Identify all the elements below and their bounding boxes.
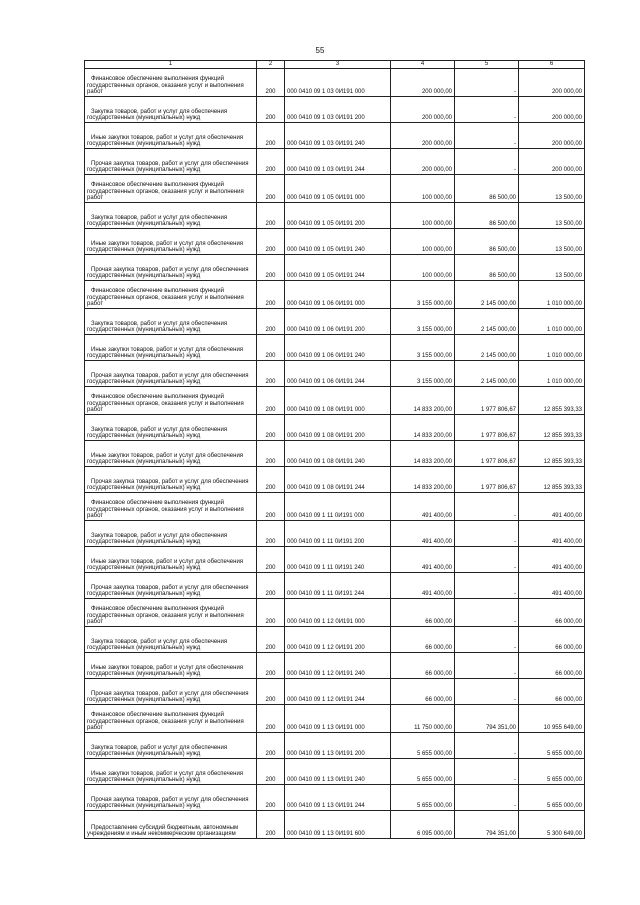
row-col5-cell: -: [455, 547, 519, 573]
row-name-cell: [85, 467, 257, 493]
row-name-text: Прочая закупка товаров, работ и услуг для обеспечения государственных (муниципальных) нужд: [87, 796, 249, 810]
row-kbk-cell: 000 0410 09 1 03 0И191 240: [285, 123, 391, 149]
row-name-cell: [85, 149, 257, 175]
row-code-cell: 200: [257, 415, 285, 441]
row-code-cell: 200: [257, 493, 285, 521]
table-row: [85, 335, 585, 361]
row-kbk-cell: 000 0410 09 1 05 0И191 244: [285, 255, 391, 281]
table-row: [85, 149, 585, 175]
row-name-text: Иные закупки товаров, работ и услуг для обеспечения государственных (муниципальных) нужд: [87, 452, 244, 466]
row-name-text: Финансовое обеспечение выполнения функций государственных органов, оказания услуг и выполнения работ: [87, 605, 244, 626]
row-kbk-cell: 000 0410 09 1 05 0И191 240: [285, 229, 391, 255]
row-kbk-cell: 000 0410 09 1 06 0И191 200: [285, 309, 391, 335]
row-kbk-cell: 000 0410 09 1 13 0И191 240: [285, 759, 391, 785]
row-col6-cell: 66 000,00: [519, 679, 585, 705]
row-name-text: Прочая закупка товаров, работ и услуг для обеспечения государственных (муниципальных) нужд: [87, 584, 249, 598]
row-col5-cell: 2 145 000,00: [455, 361, 519, 387]
row-name-cell: [85, 175, 257, 203]
row-col4-cell: 491 400,00: [391, 547, 455, 573]
table-row: [85, 653, 585, 679]
row-col4-cell: 200 000,00: [391, 69, 455, 97]
row-code-cell: 200: [257, 627, 285, 653]
row-kbk-cell: 000 0410 09 1 08 0И191 240: [285, 441, 391, 467]
row-code-cell: 200: [257, 229, 285, 255]
row-kbk-cell: 000 0410 09 1 05 0И191 200: [285, 203, 391, 229]
row-col4-cell: 100 000,00: [391, 255, 455, 281]
row-kbk-cell: 000 0410 09 1 12 0И191 240: [285, 653, 391, 679]
row-col4-cell: 6 095 000,00: [391, 811, 455, 839]
row-col6-cell: 200 000,00: [519, 149, 585, 175]
row-col6-cell: 5 300 649,00: [519, 811, 585, 839]
row-name-text: Иные закупки товаров, работ и услуг для обеспечения государственных (муниципальных) нужд: [87, 664, 244, 678]
row-col4-cell: 66 000,00: [391, 627, 455, 653]
row-col5-cell: -: [455, 97, 519, 123]
row-col4-cell: 200 000,00: [391, 123, 455, 149]
row-col5-cell: 86 500,00: [455, 255, 519, 281]
row-code-cell: 200: [257, 521, 285, 547]
row-name-cell: [85, 653, 257, 679]
row-code-cell: 200: [257, 335, 285, 361]
row-col5-cell: 1 977 806,67: [455, 467, 519, 493]
row-col5-cell: 794 351,00: [455, 811, 519, 839]
row-name-cell: [85, 97, 257, 123]
row-col6-cell: 66 000,00: [519, 627, 585, 653]
header-col-4: 4: [391, 61, 455, 69]
row-name-cell: [85, 203, 257, 229]
row-code-cell: 200: [257, 281, 285, 309]
row-code-cell: 200: [257, 69, 285, 97]
row-code-cell: 200: [257, 175, 285, 203]
row-col5-cell: 2 145 000,00: [455, 281, 519, 309]
row-col6-cell: 66 000,00: [519, 653, 585, 679]
table-body: [85, 69, 585, 839]
row-code-cell: 200: [257, 733, 285, 759]
row-col4-cell: 3 155 000,00: [391, 309, 455, 335]
row-col4-cell: 66 000,00: [391, 679, 455, 705]
row-code-cell: 200: [257, 123, 285, 149]
row-col6-cell: 200 000,00: [519, 69, 585, 97]
row-col6-cell: 200 000,00: [519, 97, 585, 123]
row-col5-cell: 1 977 806,67: [455, 441, 519, 467]
row-col4-cell: 200 000,00: [391, 97, 455, 123]
table-row: [85, 175, 585, 203]
row-name-cell: [85, 493, 257, 521]
row-col4-cell: 100 000,00: [391, 175, 455, 203]
row-col5-cell: 86 500,00: [455, 229, 519, 255]
row-name-text: Закупка товаров, работ и услуг для обеспечения государственных (муниципальных) нужд: [87, 108, 228, 122]
row-col5-cell: -: [455, 759, 519, 785]
row-code-cell: 200: [257, 653, 285, 679]
row-name-text: Прочая закупка товаров, работ и услуг для обеспечения государственных (муниципальных) нужд: [87, 690, 249, 704]
row-col4-cell: 14 833 200,00: [391, 415, 455, 441]
table-row: [85, 123, 585, 149]
row-col5-cell: 794 351,00: [455, 705, 519, 733]
row-name-cell: [85, 811, 257, 839]
row-col5-cell: 86 500,00: [455, 203, 519, 229]
row-code-cell: 200: [257, 255, 285, 281]
row-code-cell: 200: [257, 599, 285, 627]
row-code-cell: 200: [257, 97, 285, 123]
row-col5-cell: -: [455, 627, 519, 653]
row-col4-cell: 491 400,00: [391, 493, 455, 521]
row-col6-cell: 13 500,00: [519, 229, 585, 255]
row-col6-cell: 13 500,00: [519, 203, 585, 229]
table-row: [85, 811, 585, 839]
row-kbk-cell: 000 0410 09 1 08 0И191 000: [285, 387, 391, 415]
row-code-cell: 200: [257, 811, 285, 839]
row-col4-cell: 5 655 000,00: [391, 759, 455, 785]
row-name-cell: [85, 387, 257, 415]
row-kbk-cell: 000 0410 09 1 08 0И191 244: [285, 467, 391, 493]
page-number: 55: [315, 46, 325, 55]
row-name-cell: [85, 521, 257, 547]
table-row: [85, 705, 585, 733]
row-col5-cell: -: [455, 69, 519, 97]
row-code-cell: 200: [257, 309, 285, 335]
table-row: [85, 309, 585, 335]
table-row: [85, 441, 585, 467]
row-kbk-cell: 000 0410 09 1 11 0И191 240: [285, 547, 391, 573]
table-row: [85, 521, 585, 547]
row-col4-cell: 100 000,00: [391, 229, 455, 255]
table-row: [85, 599, 585, 627]
row-name-cell: [85, 309, 257, 335]
row-name-cell: [85, 785, 257, 811]
row-col5-cell: 1 977 806,67: [455, 415, 519, 441]
row-name-cell: [85, 733, 257, 759]
row-col5-cell: -: [455, 149, 519, 175]
row-code-cell: 200: [257, 467, 285, 493]
row-col5-cell: 2 145 000,00: [455, 309, 519, 335]
row-col5-cell: -: [455, 521, 519, 547]
row-name-cell: [85, 627, 257, 653]
table-row: [85, 573, 585, 599]
row-name-text: Прочая закупка товаров, работ и услуг для обеспечения государственных (муниципальных) нужд: [87, 372, 249, 386]
row-name-cell: [85, 229, 257, 255]
row-kbk-cell: 000 0410 09 1 03 0И191 244: [285, 149, 391, 175]
row-code-cell: 200: [257, 361, 285, 387]
row-kbk-cell: 000 0410 09 1 06 0И191 240: [285, 335, 391, 361]
row-name-text: Иные закупки товаров, работ и услуг для обеспечения государственных (муниципальных) нужд: [87, 558, 244, 572]
header-col-3: 3: [285, 61, 391, 69]
row-name-text: Закупка товаров, работ и услуг для обеспечения государственных (муниципальных) нужд: [87, 638, 228, 652]
row-name-cell: [85, 281, 257, 309]
row-col6-cell: 12 855 393,33: [519, 415, 585, 441]
row-kbk-cell: 000 0410 09 1 06 0И191 244: [285, 361, 391, 387]
row-kbk-cell: 000 0410 09 1 12 0И191 244: [285, 679, 391, 705]
row-col6-cell: 5 655 000,00: [519, 733, 585, 759]
row-col5-cell: -: [455, 493, 519, 521]
row-name-text: Финансовое обеспечение выполнения функций государственных органов, оказания услуг и выполнения работ: [87, 287, 244, 308]
row-col4-cell: 3 155 000,00: [391, 335, 455, 361]
row-col4-cell: 66 000,00: [391, 653, 455, 679]
row-code-cell: 200: [257, 547, 285, 573]
table-row: [85, 759, 585, 785]
row-kbk-cell: 000 0410 09 1 06 0И191 000: [285, 281, 391, 309]
row-col6-cell: 491 400,00: [519, 493, 585, 521]
row-name-text: Иные закупки товаров, работ и услуг для обеспечения государственных (муниципальных) нужд: [87, 240, 244, 254]
row-kbk-cell: 000 0410 09 1 11 0И191 000: [285, 493, 391, 521]
row-name-cell: [85, 547, 257, 573]
row-col4-cell: 5 655 000,00: [391, 733, 455, 759]
row-name-text: Закупка товаров, работ и услуг для обеспечения государственных (муниципальных) нужд: [87, 532, 228, 546]
row-col6-cell: 1 010 000,00: [519, 335, 585, 361]
row-col5-cell: 1 977 806,67: [455, 387, 519, 415]
header-col-5: 5: [455, 61, 519, 69]
row-name-text: Прочая закупка товаров, работ и услуг для обеспечения государственных (муниципальных) нужд: [87, 160, 249, 174]
row-col4-cell: 14 833 200,00: [391, 441, 455, 467]
row-name-text: Финансовое обеспечение выполнения функций государственных органов, оказания услуг и выполнения работ: [87, 75, 244, 96]
row-name-text: Иные закупки товаров, работ и услуг для обеспечения государственных (муниципальных) нужд: [87, 770, 244, 784]
row-name-cell: [85, 679, 257, 705]
row-kbk-cell: 000 0410 09 1 05 0И191 000: [285, 175, 391, 203]
row-name-cell: [85, 255, 257, 281]
row-col5-cell: -: [455, 785, 519, 811]
row-col4-cell: 3 155 000,00: [391, 281, 455, 309]
row-code-cell: 200: [257, 785, 285, 811]
row-col6-cell: 491 400,00: [519, 573, 585, 599]
row-name-cell: [85, 573, 257, 599]
row-name-text: Финансовое обеспечение выполнения функций государственных органов, оказания услуг и выполнения работ: [87, 711, 244, 732]
row-name-cell: [85, 441, 257, 467]
row-col5-cell: -: [455, 653, 519, 679]
row-col6-cell: 1 010 000,00: [519, 309, 585, 335]
row-col5-cell: -: [455, 123, 519, 149]
table-row: [85, 97, 585, 123]
table-row: [85, 467, 585, 493]
row-col4-cell: 100 000,00: [391, 203, 455, 229]
row-name-text: Финансовое обеспечение выполнения функций государственных органов, оказания услуг и выполнения работ: [87, 499, 244, 520]
row-name-cell: [85, 759, 257, 785]
row-col6-cell: 200 000,00: [519, 123, 585, 149]
row-name-text: Закупка товаров, работ и услуг для обеспечения государственных (муниципальных) нужд: [87, 320, 228, 334]
row-col6-cell: 13 500,00: [519, 175, 585, 203]
table-row: [85, 229, 585, 255]
row-col6-cell: 13 500,00: [519, 255, 585, 281]
row-kbk-cell: 000 0410 09 1 12 0И191 000: [285, 599, 391, 627]
row-kbk-cell: 000 0410 09 1 12 0И191 200: [285, 627, 391, 653]
table-row: [85, 203, 585, 229]
row-col4-cell: 5 655 000,00: [391, 785, 455, 811]
row-kbk-cell: 000 0410 09 1 13 0И191 200: [285, 733, 391, 759]
row-name-cell: [85, 361, 257, 387]
row-kbk-cell: 000 0410 09 1 03 0И191 000: [285, 69, 391, 97]
row-name-text: Иные закупки товаров, работ и услуг для обеспечения государственных (муниципальных) нужд: [87, 134, 244, 148]
header-row: [85, 61, 585, 69]
row-kbk-cell: 000 0410 09 1 13 0И191 244: [285, 785, 391, 811]
row-kbk-cell: 000 0410 09 1 08 0И191 200: [285, 415, 391, 441]
row-name-cell: [85, 599, 257, 627]
row-code-cell: 200: [257, 573, 285, 599]
table-row: [85, 785, 585, 811]
table-row: [85, 361, 585, 387]
row-code-cell: 200: [257, 705, 285, 733]
row-col5-cell: -: [455, 599, 519, 627]
row-col4-cell: 14 833 200,00: [391, 467, 455, 493]
table-row: [85, 547, 585, 573]
row-col5-cell: 2 145 000,00: [455, 335, 519, 361]
row-name-text: Иные закупки товаров, работ и услуг для обеспечения государственных (муниципальных) нужд: [87, 346, 244, 360]
budget-table: [84, 60, 585, 839]
table-row: [85, 733, 585, 759]
table-row: [85, 255, 585, 281]
row-name-cell: [85, 335, 257, 361]
row-col5-cell: -: [455, 679, 519, 705]
row-col6-cell: 12 855 393,33: [519, 387, 585, 415]
row-col4-cell: 14 833 200,00: [391, 387, 455, 415]
table-row: [85, 415, 585, 441]
row-col6-cell: 1 010 000,00: [519, 361, 585, 387]
header-col-6: 6: [519, 61, 585, 69]
row-code-cell: 200: [257, 759, 285, 785]
row-kbk-cell: 000 0410 09 1 03 0И191 200: [285, 97, 391, 123]
row-col4-cell: 66 000,00: [391, 599, 455, 627]
row-name-text: Прочая закупка товаров, работ и услуг для обеспечения государственных (муниципальных) нужд: [87, 478, 249, 492]
row-col6-cell: 491 400,00: [519, 521, 585, 547]
row-code-cell: 200: [257, 149, 285, 175]
row-col4-cell: 11 750 000,00: [391, 705, 455, 733]
row-name-cell: [85, 705, 257, 733]
row-col6-cell: 491 400,00: [519, 547, 585, 573]
row-code-cell: 200: [257, 679, 285, 705]
row-name-text: Закупка товаров, работ и услуг для обеспечения государственных (муниципальных) нужд: [87, 426, 228, 440]
row-kbk-cell: 000 0410 09 1 11 0И191 200: [285, 521, 391, 547]
row-col6-cell: 5 655 000,00: [519, 759, 585, 785]
row-kbk-cell: 000 0410 09 1 11 0И191 244: [285, 573, 391, 599]
row-name-cell: [85, 123, 257, 149]
row-col5-cell: -: [455, 733, 519, 759]
row-name-text: Финансовое обеспечение выполнения функций государственных органов, оказания услуг и выполнения работ: [87, 393, 244, 414]
table-row: [85, 281, 585, 309]
row-col6-cell: 12 855 393,33: [519, 441, 585, 467]
row-col5-cell: -: [455, 573, 519, 599]
row-col6-cell: 12 855 393,33: [519, 467, 585, 493]
row-code-cell: 200: [257, 387, 285, 415]
row-name-text: Финансовое обеспечение выполнения функций государственных органов, оказания услуг и выполнения работ: [87, 181, 244, 202]
row-name-text: Закупка товаров, работ и услуг для обеспечения государственных (муниципальных) нужд: [87, 744, 228, 758]
row-code-cell: 200: [257, 203, 285, 229]
row-col6-cell: 1 010 000,00: [519, 281, 585, 309]
table-row: [85, 627, 585, 653]
table-row: [85, 679, 585, 705]
row-col6-cell: 66 000,00: [519, 599, 585, 627]
table-row: [85, 387, 585, 415]
row-name-text: Предоставление субсидий бюджетным, автономным учреждениям и иным некоммерческим организациям: [87, 824, 239, 838]
row-name-cell: [85, 69, 257, 97]
row-col6-cell: 5 655 000,00: [519, 785, 585, 811]
row-col4-cell: 491 400,00: [391, 573, 455, 599]
row-name-text: Прочая закупка товаров, работ и услуг для обеспечения государственных (муниципальных) нужд: [87, 266, 249, 280]
row-col6-cell: 10 955 649,00: [519, 705, 585, 733]
header-col-1: 1: [85, 61, 257, 69]
row-name-text: Закупка товаров, работ и услуг для обеспечения государственных (муниципальных) нужд: [87, 214, 228, 228]
row-col4-cell: 3 155 000,00: [391, 361, 455, 387]
row-name-cell: [85, 415, 257, 441]
row-kbk-cell: 000 0410 09 1 13 0И191 600: [285, 811, 391, 839]
table-row: [85, 493, 585, 521]
table-row: [85, 69, 585, 97]
row-col5-cell: 86 500,00: [455, 175, 519, 203]
row-code-cell: 200: [257, 441, 285, 467]
row-col4-cell: 491 400,00: [391, 521, 455, 547]
row-kbk-cell: 000 0410 09 1 13 0И191 000: [285, 705, 391, 733]
row-col4-cell: 200 000,00: [391, 149, 455, 175]
header-col-2: 2: [257, 61, 285, 69]
